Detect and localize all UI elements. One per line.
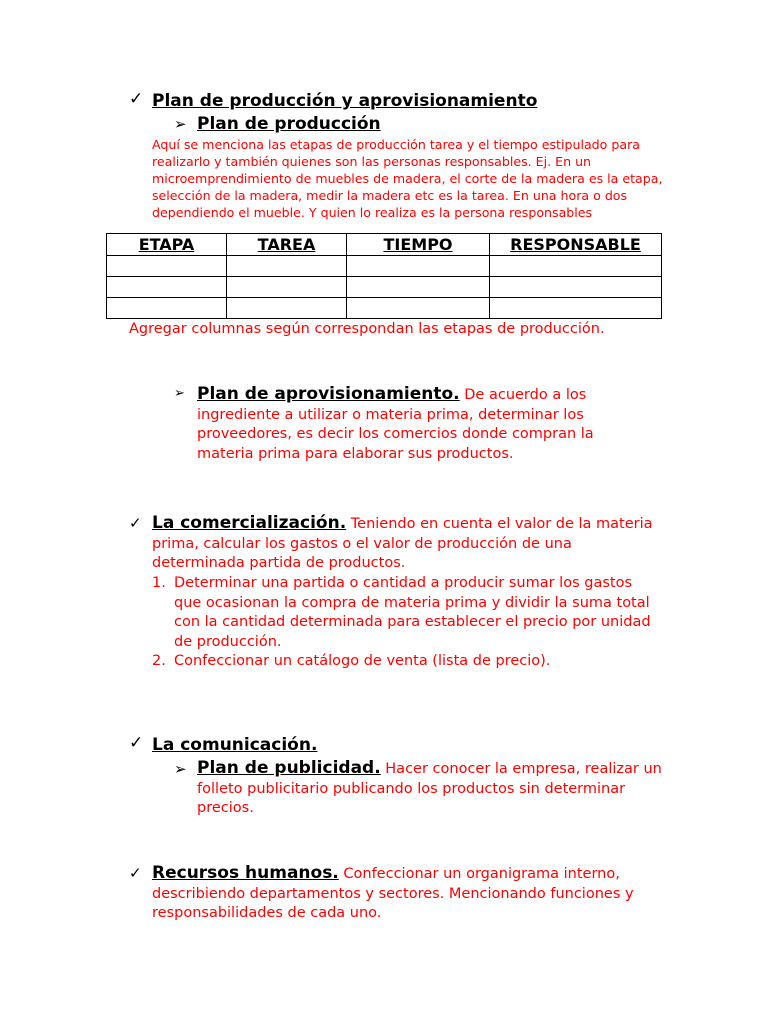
aprovisionamiento-paragraph [197,385,637,464]
list-item [152,574,662,652]
comercializacion-paragraph [152,514,662,574]
table-cell[interactable] [107,256,227,277]
section-title-produccion-aprovisionamiento: Plan de producción y aprovisionamiento [152,91,538,111]
check-icon: ✓ [129,89,144,109]
table-cell[interactable] [107,277,227,298]
table-cell[interactable] [347,256,490,277]
section-title-comercializacion: La comercialización. [152,513,347,533]
table-cell[interactable] [227,256,347,277]
rrhh-text: Confeccionar un organigrama interno, describiendo departamentos y sectores. Mencionando funciones y responsabilidades de cada uno. [152,866,634,922]
table-cell[interactable] [490,256,662,277]
section-title-comunicacion: La comunicación. [152,735,318,755]
table-cell[interactable] [490,298,662,319]
arrow-bullet-icon: ➢ [174,115,187,133]
table-row [107,277,662,298]
table-cell[interactable] [347,298,490,319]
check-icon: ✓ [129,514,142,532]
aprovisionamiento-text: De acuerdo a los ingrediente a utilizar o materia prima, determinar los proveedores, es decir los comercios donde compran la materia prima para elaborar sus productos. [197,387,594,462]
arrow-bullet-icon: ➢ [174,760,187,778]
list-item [152,652,662,672]
list-item-text: Determinar una partida o cantidad a producir sumar los gastos que ocasionan la compra de materia prima y dividir la suma total con la cantidad determinada para establecer el precio por unidad de producción. [174,575,651,650]
produccion-description: Aquí se menciona las etapas de producción tarea y el tiempo estipulado para realizarlo y también quienes son las personas responsables. Ej. En un microemprendimiento de muebles de madera, el corte de la madera es la etapa, selección de la madera, medir la madera etc es la tarea. En una hora o dos dependiendo el mueble. Y quien lo realiza es la persona responsables [152,137,663,220]
check-icon: ✓ [129,864,142,882]
table-header-row [107,234,662,256]
table-row [107,256,662,277]
publicidad-paragraph [197,759,667,819]
table-cell[interactable] [227,277,347,298]
table-cell[interactable] [227,298,347,319]
arrow-bullet-icon: ➢ [174,386,185,401]
list-number: 2. [152,653,166,670]
table-row [107,298,662,319]
table-cell[interactable] [347,277,490,298]
subsection-title-publicidad: Plan de publicidad. [197,758,381,778]
column-header-tarea: TAREA [227,234,347,256]
publicidad-text: Hacer conocer la empresa, realizar un folleto publicitario publicando los productos sin determinar precios. [197,761,662,817]
rrhh-paragraph [152,864,662,924]
column-header-responsable: RESPONSABLE [490,234,662,256]
column-header-etapa: ETAPA [107,234,227,256]
subsection-title-produccion: Plan de producción [197,114,381,134]
list-number: 1. [152,575,166,591]
table-note: Agregar columnas según correspondan las etapas de producción. [129,321,605,337]
check-icon: ✓ [129,733,144,753]
section-title-recursos-humanos: Recursos humanos. [152,863,339,883]
production-table [106,233,662,319]
comercializacion-text: Teniendo en cuenta el valor de la materia prima, calcular los gastos o el valor de producción de una determinada partida de productos. [152,516,653,572]
subsection-title-aprovisionamiento: Plan de aprovisionamiento. [197,384,460,404]
table-cell[interactable] [107,298,227,319]
list-item-text: Confeccionar un catálogo de venta (lista de precio). [174,653,551,670]
comercializacion-steps [152,574,662,672]
table-cell[interactable] [490,277,662,298]
column-header-tiempo: TIEMPO [347,234,490,256]
